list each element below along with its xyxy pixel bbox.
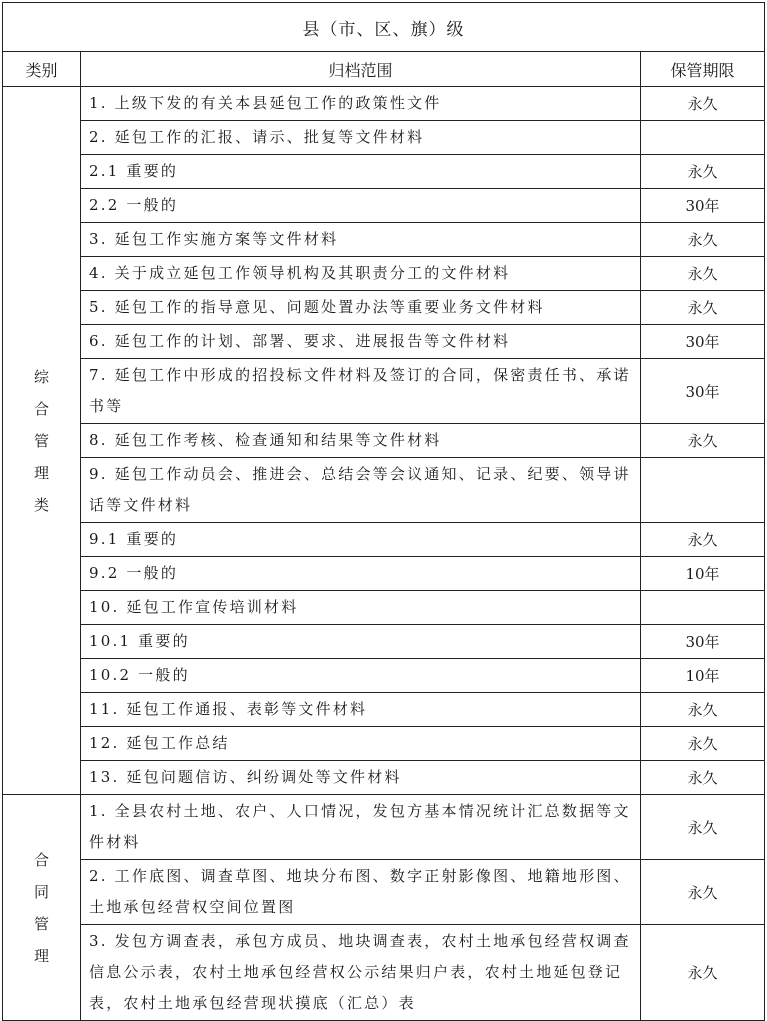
table-row (3, 121, 765, 155)
table-title: 县（市、区、旗）级 (3, 3, 765, 52)
period-cell: 永久 (641, 860, 765, 925)
scope-cell: 10.2 一般的 (81, 659, 641, 693)
table-row (3, 659, 765, 693)
category-cell (3, 87, 81, 795)
category-char: 同 (33, 882, 49, 901)
period-cell: 永久 (641, 795, 765, 860)
period-cell (641, 121, 765, 155)
scope-cell: 2. 延包工作的汇报、请示、批复等文件材料 (81, 121, 641, 155)
scope-cell: 7. 延包工作中形成的招投标文件材料及签订的合同，保密责任书、承诺书等 (81, 359, 641, 424)
table-row (3, 625, 765, 659)
table-row (3, 557, 765, 591)
table-row (3, 359, 765, 424)
scope-cell: 13. 延包问题信访、纠纷调处等文件材料 (81, 761, 641, 795)
period-cell: 30年 (641, 625, 765, 659)
table-row (3, 925, 765, 1021)
table-row (3, 87, 765, 121)
period-cell: 永久 (641, 925, 765, 1021)
period-cell: 永久 (641, 155, 765, 189)
category-char: 管 (33, 914, 49, 933)
scope-cell: 10.1 重要的 (81, 625, 641, 659)
scope-cell: 1. 上级下发的有关本县延包工作的政策性文件 (81, 87, 641, 121)
table-row (3, 795, 765, 860)
category-cell (3, 795, 81, 1021)
table-row (3, 325, 765, 359)
scope-cell: 4. 关于成立延包工作领导机构及其职责分工的文件材料 (81, 257, 641, 291)
scope-cell: 10. 延包工作宣传培训材料 (81, 591, 641, 625)
header-scope: 归档范围 (81, 52, 641, 87)
scope-cell: 2.1 重要的 (81, 155, 641, 189)
header-category: 类别 (3, 52, 81, 87)
scope-cell: 3. 延包工作实施方案等文件材料 (81, 223, 641, 257)
scope-cell: 2. 工作底图、调查草图、地块分布图、数字正射影像图、地籍地形图、土地承包经营权空间位置图 (81, 860, 641, 925)
period-cell: 永久 (641, 291, 765, 325)
period-cell: 永久 (641, 223, 765, 257)
category-char: 管 (33, 431, 49, 450)
table-body (3, 87, 765, 1021)
category-char: 理 (33, 463, 49, 482)
period-cell: 10年 (641, 659, 765, 693)
period-cell (641, 458, 765, 523)
period-cell: 10年 (641, 557, 765, 591)
category-char: 类 (33, 495, 49, 514)
table-row (3, 424, 765, 458)
period-cell: 永久 (641, 424, 765, 458)
table-row (3, 761, 765, 795)
category-char: 合 (33, 850, 49, 869)
scope-cell: 9.2 一般的 (81, 557, 641, 591)
period-cell: 永久 (641, 727, 765, 761)
category-char: 综 (33, 367, 49, 386)
category-char: 合 (33, 399, 49, 418)
header-period: 保管期限 (641, 52, 765, 87)
scope-cell: 6. 延包工作的计划、部署、要求、进展报告等文件材料 (81, 325, 641, 359)
period-cell: 永久 (641, 257, 765, 291)
period-cell: 永久 (641, 523, 765, 557)
scope-cell: 8. 延包工作考核、检查通知和结果等文件材料 (81, 424, 641, 458)
scope-cell: 1. 全县农村土地、农户、人口情况，发包方基本情况统计汇总数据等文件材料 (81, 795, 641, 860)
scope-cell: 9.1 重要的 (81, 523, 641, 557)
table-row (3, 693, 765, 727)
table-row (3, 223, 765, 257)
scope-cell: 2.2 一般的 (81, 189, 641, 223)
scope-cell: 9. 延包工作动员会、推进会、总结会等会议通知、记录、纪要、领导讲话等文件材料 (81, 458, 641, 523)
period-cell: 30年 (641, 359, 765, 424)
table-row (3, 727, 765, 761)
table-row (3, 257, 765, 291)
table-row (3, 189, 765, 223)
period-cell: 30年 (641, 189, 765, 223)
table-row (3, 523, 765, 557)
table-row (3, 591, 765, 625)
period-cell: 永久 (641, 693, 765, 727)
table-row (3, 860, 765, 925)
archive-table (2, 2, 765, 1021)
scope-cell: 11. 延包工作通报、表彰等文件材料 (81, 693, 641, 727)
period-cell: 永久 (641, 761, 765, 795)
scope-cell: 12. 延包工作总结 (81, 727, 641, 761)
category-char: 理 (33, 946, 49, 965)
period-cell: 30年 (641, 325, 765, 359)
period-cell: 永久 (641, 87, 765, 121)
scope-cell: 3. 发包方调查表，承包方成员、地块调查表，农村土地承包经营权调查信息公示表，农村土地承包经营权公示结果归户表，农村土地延包登记表，农村土地承包经营现状摸底（汇总）表 (81, 925, 641, 1021)
table-row (3, 458, 765, 523)
table-row (3, 155, 765, 189)
scope-cell: 5. 延包工作的指导意见、问题处置办法等重要业务文件材料 (81, 291, 641, 325)
period-cell (641, 591, 765, 625)
table-row (3, 291, 765, 325)
